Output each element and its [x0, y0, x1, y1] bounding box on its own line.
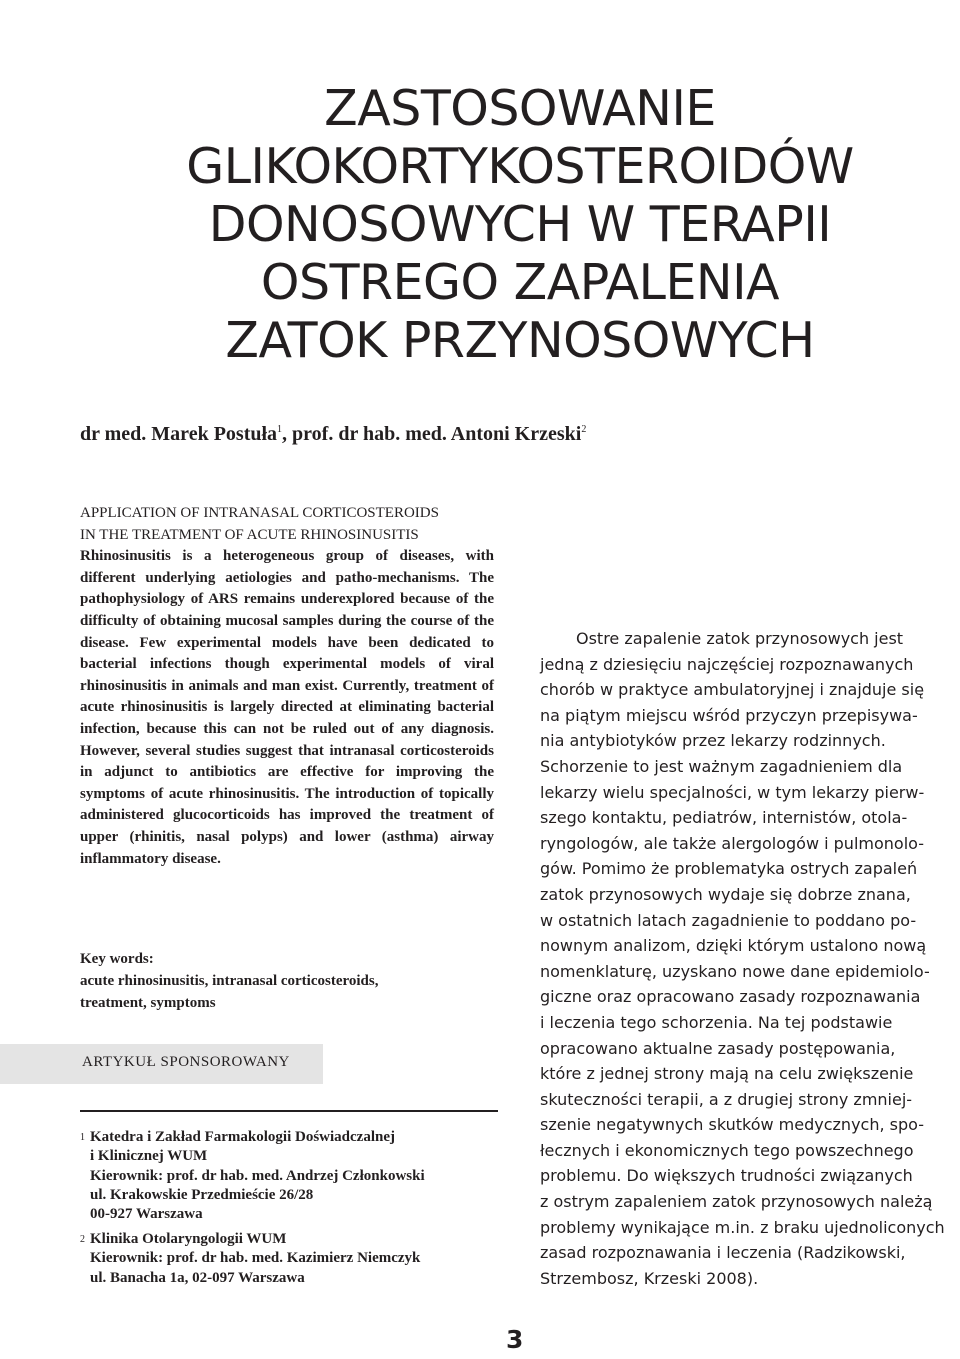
affiliation-line: i Klinicznej WUM [90, 1148, 208, 1165]
affiliation-number: 2 [80, 1234, 85, 1245]
title-line: ZATOK PRZYNOSOWYCH [225, 312, 815, 369]
affiliation-2 [80, 1230, 500, 1288]
body-line: nomenklaturę, uzyskano nowe dane epidemiolo- [540, 961, 930, 981]
author-1-affiliation-mark: 1 [277, 424, 283, 435]
author-line [80, 423, 780, 446]
title-line: ZASTOSOWANIE [324, 80, 716, 137]
body-line: problemu. Do większych trudności związanych [540, 1166, 913, 1186]
body-line: problemy wynikające m.in. z braku ujednoliconych [540, 1217, 945, 1237]
body-line: Ostre zapalenie zatok przynosowych jest [576, 629, 904, 648]
abstract-title-line: IN THE TREATMENT OF ACUTE RHINOSINUSITIS [80, 526, 419, 543]
article-body [540, 626, 954, 1291]
page-number: 3 [506, 1325, 524, 1354]
affiliation-1 [80, 1128, 500, 1224]
affiliation-line: ul. Krakowskie Przedmieście 26/28 [90, 1186, 314, 1203]
title-line: OSTREGO ZAPALENIA [260, 254, 780, 311]
affiliation-line: ul. Banacha 1a, 02-097 Warszawa [90, 1269, 305, 1286]
body-line: na piątym miejscu wśród przyczyn przepisywa- [540, 705, 918, 725]
body-line: w ostatnich latach zagadnienie to poddano po- [540, 910, 917, 930]
body-line: lekarzy wielu specjalności, w tym lekarzy pierw- [540, 782, 925, 802]
body-line: które z jednej strony mają na celu zwiększenie [540, 1064, 914, 1084]
author-2-affiliation-mark: 2 [581, 424, 587, 435]
abstract-title-line: APPLICATION OF INTRANASAL CORTICOSTEROIDS [80, 505, 439, 521]
author-2-name: prof. dr hab. med. Antoni Krzeski [292, 423, 582, 445]
english-abstract [80, 503, 494, 870]
author-1-name: dr med. Marek Postuła [80, 423, 278, 445]
abstract-body: Rhinosinusitis is a heterogeneous group of diseases, with different underlying aetiologies and patho-mechanisms. The pathophysiology of ARS remains underexplored because of the difficulty of obtaining mucosal samples during the course of the disease. Few experimental models have been dedicated to bacterial infections though experimental models of viral rhinosinusitis in animals and man exist. Currently, treatment of acute rhinosinusitis is largely directed at eliminating bacterial infection, because this can not be ruled out of any diagnosis. However, several studies suggest that intranasal corticosteroids in adjunct to antibiotics are effective for improving the symptoms of acute rhinosinusitis. The introduction of topically administered glucocorticoids has improved the treatment of upper (rhinitis, nasal polyps) and lower (asthma) airway inflammatory disease. [80, 548, 494, 867]
body-line: łecznych i ekonomicznych tego powszechnego [540, 1140, 914, 1160]
affiliation-line: Katedra i Zakład Farmakologii Doświadczalnej [90, 1129, 395, 1145]
body-line: nownym analizom, dzięki którym ustalono nową [540, 936, 927, 956]
sponsored-article-label: ARTYKUŁ SPONSOROWANY [82, 1054, 290, 1070]
body-line: gów. Pomimo że problematyka ostrych zapaleń [540, 859, 918, 879]
body-line: z ostrym zapaleniem zatok przynosowych należą [540, 1192, 933, 1212]
keywords-line: treatment, symptoms [80, 995, 216, 1011]
body-line: Strzembosz, Krzeski 2008). [540, 1268, 759, 1288]
body-line: jedną z dziesięciu najczęściej rozpoznawanych [540, 654, 914, 674]
affiliation-line: Kierownik: prof. dr hab. med. Andrzej Członkowski [90, 1167, 425, 1184]
author-separator: , [282, 423, 293, 445]
body-line: opracowano aktualne zasady postępowania, [540, 1038, 896, 1058]
title-line: GLIKOKORTYKOSTEROIDÓW [186, 138, 854, 195]
body-line: zasad rozpoznawania i leczenia (Radzikowski, [540, 1243, 906, 1263]
title-line: DONOSOWYCH W TERAPII [208, 196, 832, 253]
article-title [120, 80, 920, 370]
body-line: giczne oraz opracowano zasady rozpoznawania [540, 987, 921, 1007]
keywords-block [80, 948, 494, 1014]
body-line: szenie negatywnych skutków medycznych, spo- [540, 1115, 924, 1135]
body-line: zatok przynosowych wydaje się dobrze znana, [540, 884, 911, 904]
affiliation-line: Kierownik: prof. dr hab. med. Kazimierz Niemczyk [90, 1250, 421, 1267]
body-line: skuteczności terapii, a z drugiej strony zmniej- [540, 1089, 913, 1109]
body-line: nia antybiotyków przez lekarzy rodzinnych. [540, 731, 886, 751]
body-line: szego kontaktu, pediatrów, internistów, otola- [540, 808, 908, 828]
affiliation-line: Klinika Otolaryngologii WUM [90, 1231, 287, 1247]
body-line: chorób w praktyce ambulatoryjnej i znajduje się [540, 680, 925, 700]
affiliation-number: 1 [80, 1132, 85, 1143]
body-line: Schorzenie to jest ważnym zagadnieniem dla [540, 756, 903, 776]
keywords-line: acute rhinosinusitis, intranasal corticosteroids, [80, 973, 379, 989]
body-line: i leczenia tego schorzenia. Na tej podstawie [540, 1012, 893, 1032]
body-line: ryngologów, ale także alergologów i pulmonolo- [540, 833, 924, 853]
keywords-label: Key words: [80, 951, 154, 967]
affiliation-line: 00-927 Warszawa [90, 1206, 203, 1223]
footnote-divider [80, 1110, 498, 1112]
